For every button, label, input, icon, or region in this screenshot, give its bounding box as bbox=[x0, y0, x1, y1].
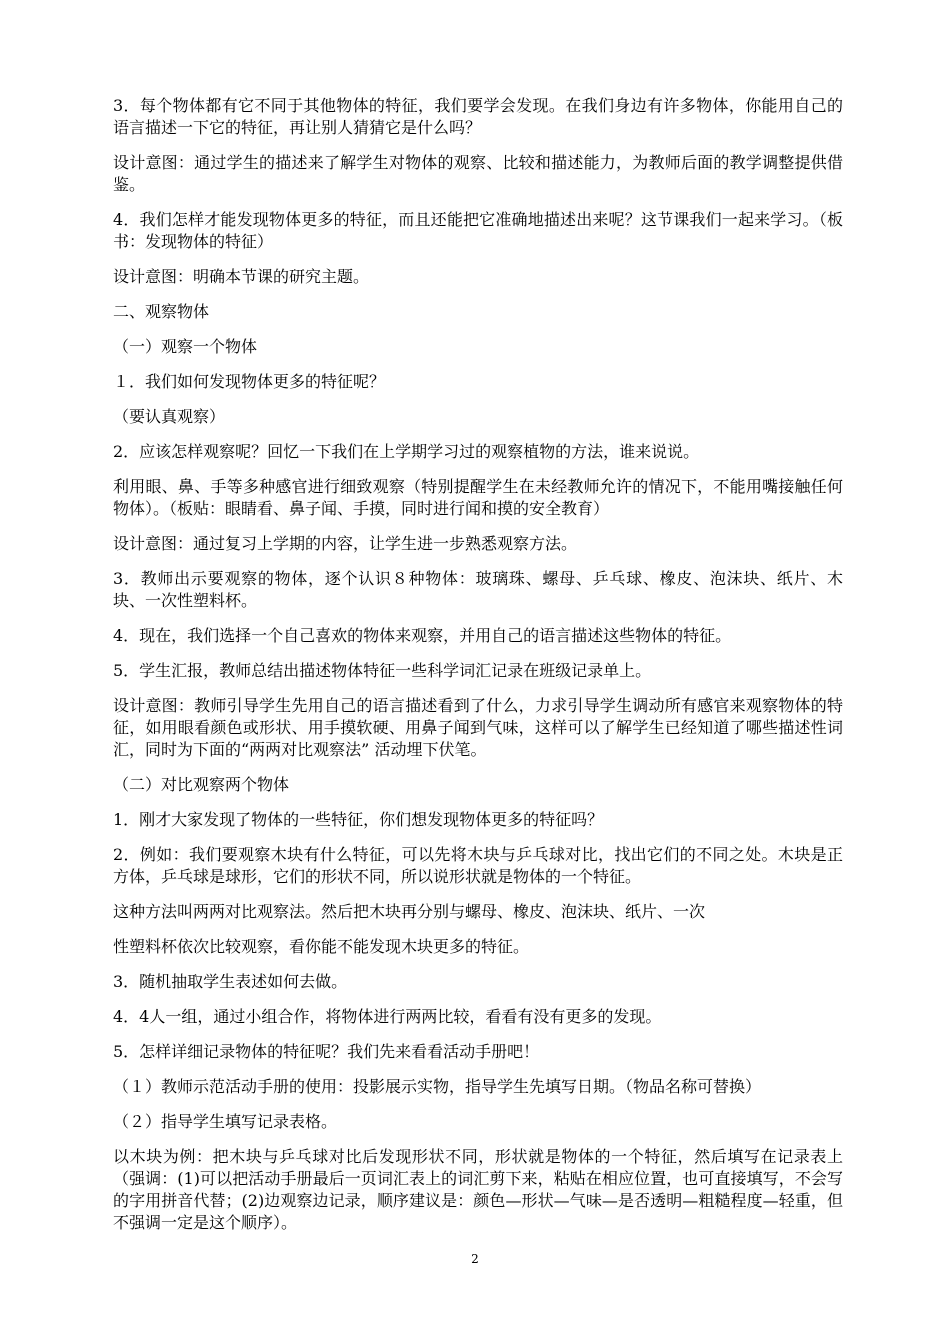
paragraph: 利用眼、鼻、手等多种感官进行细致观察（特别提醒学生在未经教师允许的情况下，不能用嘴接触任何物体）。（板贴：眼睛看、鼻子闻、手摸，同时进行闻和摸的安全教育） bbox=[113, 477, 843, 518]
paragraph: （要认真观察） bbox=[113, 407, 226, 426]
paragraph: 2．例如：我们要观察木块有什么特征，可以先将木块与乒乓球对比，找出它们的不同之处。木块是正方体，乒乓球是球形，它们的形状不同，所以说形状就是物体的一个特征。 bbox=[113, 845, 843, 886]
paragraph: 2．应该怎样观察呢？回忆一下我们在上学期学习过的观察植物的方法，谁来说说。 bbox=[113, 442, 700, 461]
paragraph: １．我们如何发现物体更多的特征呢？ bbox=[113, 372, 386, 391]
paragraph: 4．4人一组，通过小组合作，将物体进行两两比较，看看有没有更多的发现。 bbox=[113, 1007, 662, 1026]
paragraph: 3．随机抽取学生表述如何去做。 bbox=[113, 972, 348, 991]
paragraph: （２）指导学生填写记录表格。 bbox=[113, 1112, 338, 1131]
paragraph: 5．怎样详细记录物体的特征呢？我们先来看看活动手册吧！ bbox=[113, 1042, 540, 1061]
paragraph: 3．教师出示要观察的物体，逐个认识８种物体：玻璃珠、螺母、乒乓球、橡皮、泡沫块、纸片、木块、一次性塑料杯。 bbox=[113, 569, 843, 610]
document-body bbox=[113, 95, 843, 1247]
paragraph: 设计意图：明确本节课的研究主题。 bbox=[113, 267, 370, 286]
paragraph: （１）教师示范活动手册的使用：投影展示实物，指导学生先填写日期。（物品名称可替换） bbox=[113, 1077, 762, 1096]
paragraph: 4．现在，我们选择一个自己喜欢的物体来观察，并用自己的语言描述这些物体的特征。 bbox=[113, 626, 732, 645]
paragraph: 以木块为例：把木块与乒乓球对比后发现形状不同，形状就是物体的一个特征，然后填写在记录表上（强调：(1)可以把活动手册最后一页词汇表上的词汇剪下来，粘贴在相应位置，也可直接填写，不会写的字用拼音代替；(2)边观察边记录，顺序建议是：颜色—形状—气味—是否透明—粗糙程度—轻重，但不强调一定是这个顺序）。 bbox=[113, 1147, 843, 1232]
paragraph: 设计意图：通过复习上学期的内容，让学生进一步熟悉观察方法。 bbox=[113, 534, 578, 553]
subsection-heading: （二）对比观察两个物体 bbox=[113, 775, 290, 794]
paragraph: 5．学生汇报，教师总结出描述物体特征一些科学词汇记录在班级记录单上。 bbox=[113, 661, 652, 680]
subsection-heading: （一）观察一个物体 bbox=[113, 337, 258, 356]
paragraph: 1．刚才大家发现了物体的一些特征，你们想发现物体更多的特征吗？ bbox=[113, 810, 604, 829]
paragraph: 这种方法叫两两对比观察法。然后把木块再分别与螺母、橡皮、泡沫块、纸片、一次 bbox=[113, 902, 706, 921]
paragraph: 3．每个物体都有它不同于其他物体的特征，我们要学会发现。在我们身边有许多物体，你能用自己的语言描述一下它的特征，再让别人猜猜它是什么吗？ bbox=[113, 96, 843, 137]
section-heading: 二、观察物体 bbox=[113, 302, 210, 321]
paragraph: 4．我们怎样才能发现物体更多的特征，而且还能把它准确地描述出来呢？这节课我们一起来学习。（板书：发现物体的特征） bbox=[113, 210, 843, 251]
page-number: 2 bbox=[471, 1252, 479, 1266]
paragraph: 设计意图：通过学生的描述来了解学生对物体的观察、比较和描述能力，为教师后面的教学调整提供借鉴。 bbox=[113, 153, 843, 194]
paragraph: 设计意图：教师引导学生先用自己的语言描述看到了什么，力求引导学生调动所有感官来观察物体的特征，如用眼看颜色或形状、用手摸软硬、用鼻子闻到气味，这样可以了解学生已经知道了哪些描述性词汇，同时为下面的“两两对比观察法” 活动埋下伏笔。 bbox=[113, 696, 843, 759]
paragraph: 性塑料杯依次比较观察，看你能不能发现木块更多的特征。 bbox=[113, 937, 530, 956]
